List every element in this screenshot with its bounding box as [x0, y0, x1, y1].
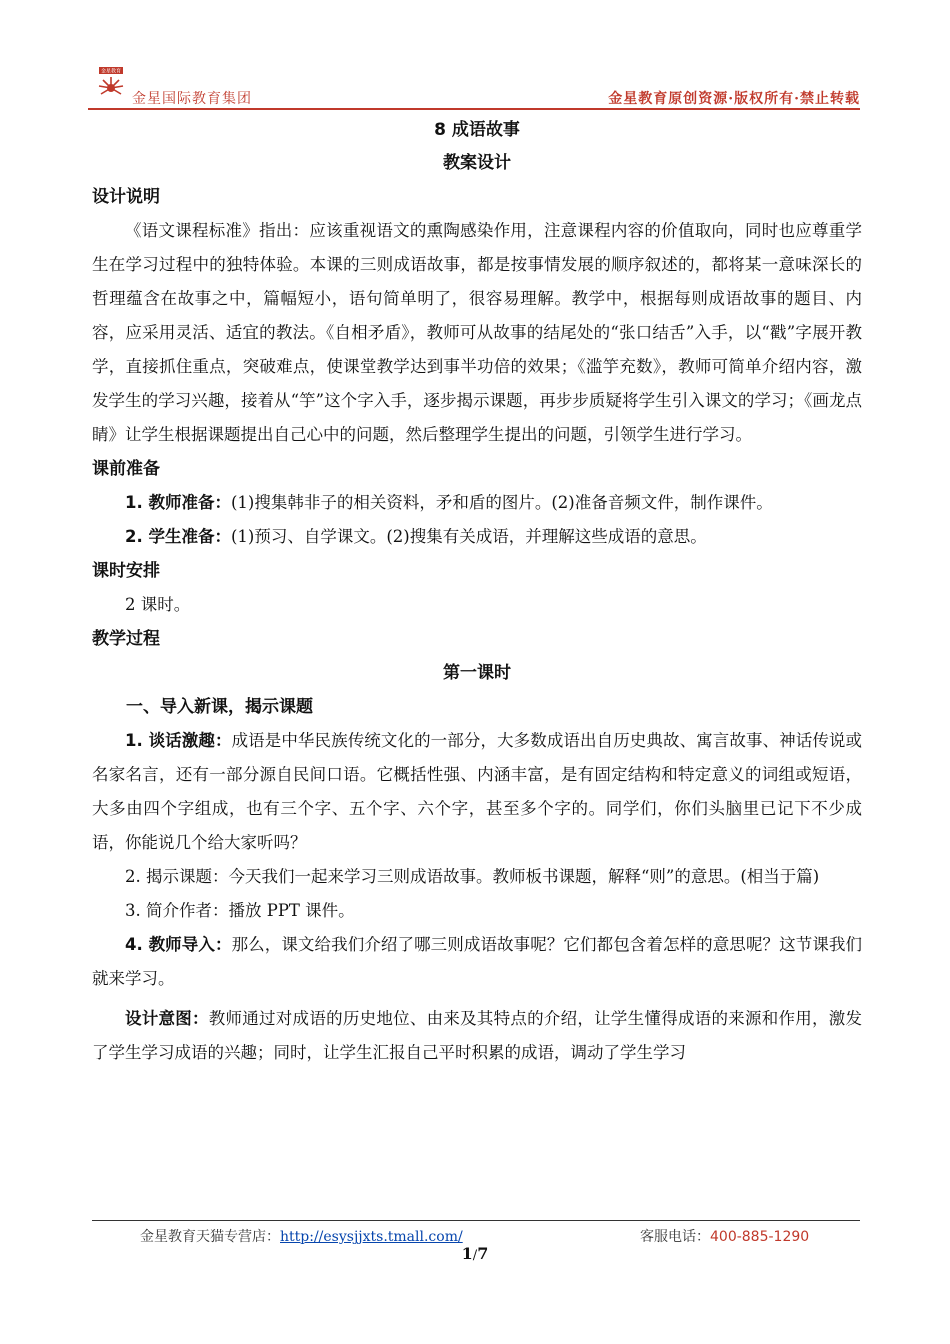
prep-item-student: [92, 520, 862, 554]
prep-item-teacher: [92, 486, 862, 520]
logo-icon: [94, 66, 128, 100]
page-separator: /: [472, 1248, 478, 1263]
page-number: [0, 1244, 950, 1263]
footer-divider: [92, 1220, 860, 1221]
org-name: 金星国际教育集团: [132, 91, 252, 107]
section-heading-prep: 课前准备: [92, 459, 160, 479]
prep-teacher-label: 1. 教师准备：: [125, 493, 231, 512]
page-total: 7: [477, 1244, 489, 1263]
copyright-notice: 金星教育原创资源·版权所有·禁止转载: [608, 91, 860, 107]
prep-student-label: 2. 学生准备：: [125, 527, 231, 546]
section-heading-design: 设计说明: [92, 187, 160, 207]
store-label: 金星教育天猫专营店：: [140, 1229, 280, 1245]
service-label: 客服电话：: [640, 1229, 710, 1245]
page-header: [88, 66, 860, 108]
section-heading-process: 教学过程: [92, 629, 160, 649]
step-item-2: 2. 揭示课题：今天我们一起来学习三则成语故事。教师板书课题，解释“则”的意思。(相当于篇): [125, 867, 820, 886]
design-paragraph: 《语文课程标准》指出：应该重视语文的熏陶感染作用，注意课程内容的价值取向，同时也应尊重学生在学习过程中的独特体验。本课的三则成语故事，都是按事情发展的顺序叙述的，都将某一意味深长的哲理蕴含在故事之中，篇幅短小，语句简单明了，很容易理解。教学中，根据每则成语故事的题目、内容，应采用灵活、适宜的教法。《自相矛盾》，教师可从故事的结尾处的“张口结舌”入手，以“戳”字展开教学，直接抓住重点，突破难点，使课堂教学达到事半功倍的效果；《滥竽充数》，教师可简单介绍内容，激发学生的学习兴趣，接着从“竽”这个字入手，逐步揭示课题，再步步质疑将学生引入课文的学习；《画龙点睛》让学生根据课题提出自己心中的问题，然后整理学生提出的问题，引领学生进行学习。: [92, 221, 862, 444]
time-text: 2 课时。: [125, 595, 191, 614]
store-link[interactable]: http://esysjjxts.tmall.com/: [280, 1229, 463, 1245]
document-body: [92, 112, 862, 1070]
step-item-1: [92, 724, 862, 860]
step-1-text: 成语是中华民族传统文化的一部分，大多数成语出自历史典故、寓言故事、神话传说或名家名言，还有一部分源自民间口语。它概括性强、内涵丰富，是有固定结构和特定意义的词组或短语，大多由四个字组成，也有三个字、五个字、六个字，甚至多个字的。同学们，你们头脑里已记下不少成语，你能说几个给大家听吗？: [92, 731, 863, 852]
prep-student-text: (1)预习、自学课文。(2)搜集有关成语，并理解这些成语的意思。: [231, 527, 707, 546]
step-item-3: 3. 简介作者：播放 PPT 课件。: [125, 901, 355, 920]
header-divider: [88, 108, 860, 110]
section-heading-time: 课时安排: [92, 561, 160, 581]
step-4-text: 那么，课文给我们介绍了哪三则成语故事呢？它们都包含着怎样的意思呢？这节课我们就来学习。: [92, 935, 863, 988]
design-intent: [92, 1002, 862, 1070]
service-info: [640, 1226, 809, 1246]
service-phone: 400-885-1290: [710, 1229, 810, 1245]
store-info: [140, 1226, 463, 1246]
design-intent-label: 设计意图：: [125, 1009, 209, 1028]
page-subtitle: 教案设计: [443, 153, 511, 173]
page-current: 1: [461, 1244, 473, 1263]
step-4-label: 4. 教师导入：: [125, 935, 232, 954]
prep-teacher-text: (1)搜集韩非子的相关资料，矛和盾的图片。(2)准备音频文件，制作课件。: [231, 493, 773, 512]
design-intent-text: 教师通过对成语的历史地位、由来及其特点的介绍，让学生懂得成语的来源和作用，激发了学生学习成语的兴趣；同时，让学生汇报自己平时积累的成语，调动了学生学习: [92, 1009, 863, 1062]
step-item-4: [92, 928, 862, 996]
page-title: 8 成语故事: [434, 120, 520, 140]
lesson-heading: 第一课时: [443, 663, 511, 683]
step-heading: 一、导入新课，揭示课题: [126, 697, 313, 717]
step-1-label: 1. 谈话激趣：: [125, 731, 232, 750]
svg-text:金星教育: 金星教育: [100, 68, 122, 75]
